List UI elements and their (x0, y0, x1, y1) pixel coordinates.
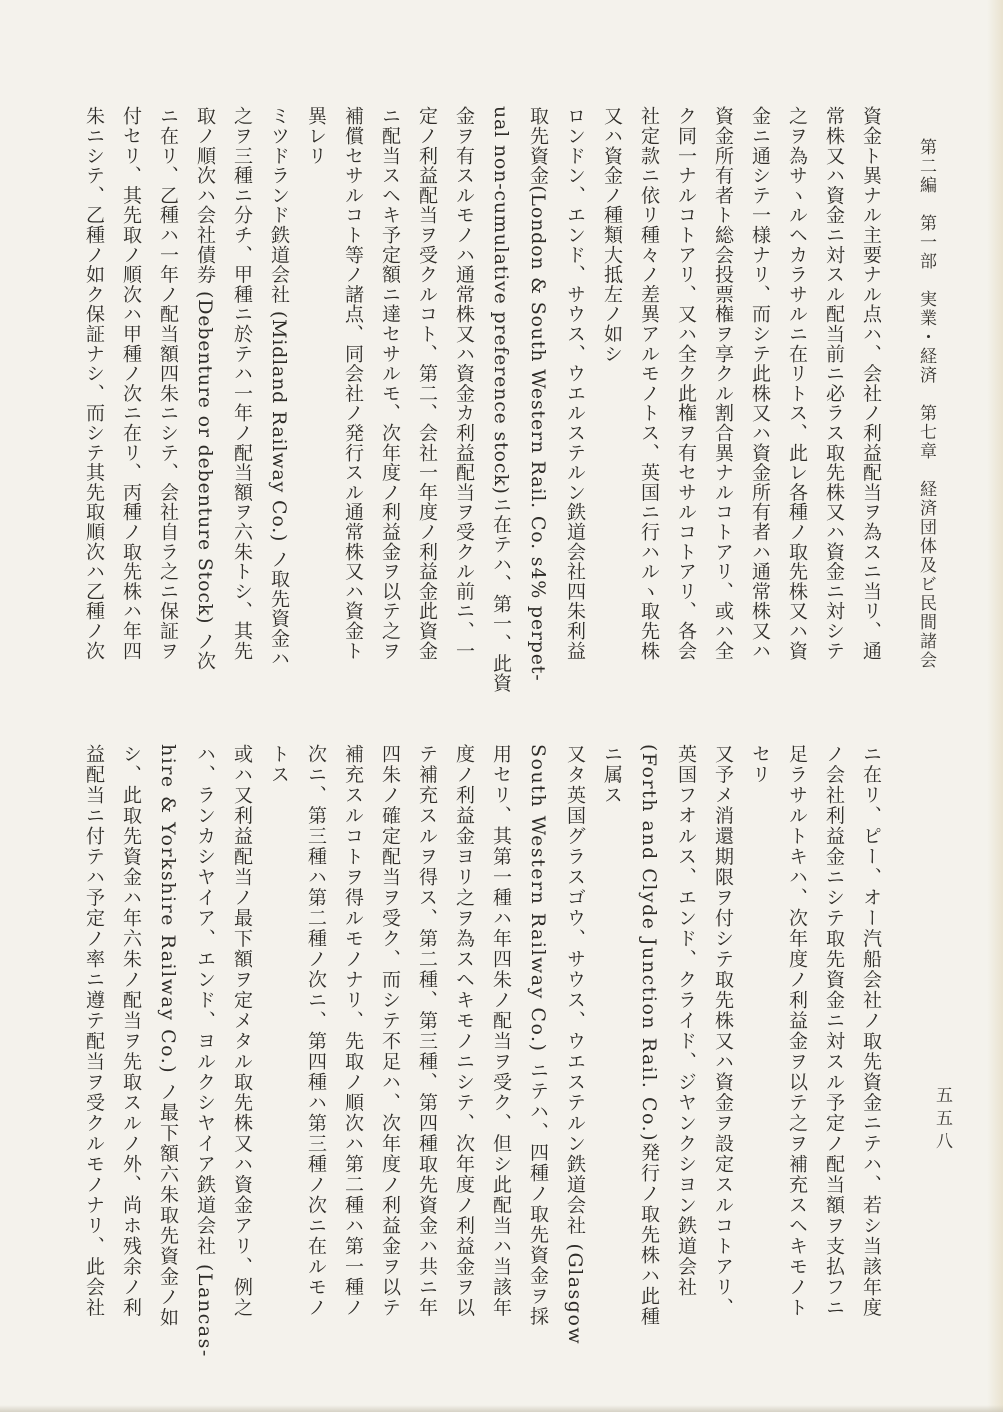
text-column: トス (268, 744, 290, 785)
text-column: 資金ト異ナル主要ナル点ハ、会社ノ利益配当ヲ為スニ当リ、通 (860, 106, 882, 661)
text-column: ハ、ランカシヤイア、エンド、ヨルクシヤイア鉄道会社 (Lancas- (194, 744, 216, 1358)
text-column: 取先資金(London & South Western Rail. Co. s4% perpet- (527, 106, 549, 682)
text-column: 度ノ利益金ヨリ之ヲ為スヘキモノニシテ、次年度ノ利益金ヲ以 (453, 744, 475, 1318)
text-column: 足ラサルトキハ、次年度ノ利益金ヲ以テ之ヲ補充スヘキモノト (786, 744, 808, 1318)
text-column: 金ニ通シテ一様ナリ、而シテ此株又ハ資金所有者ハ通常株又ハ (749, 106, 771, 661)
text-column: 付セリ、其先取ノ順次ハ甲種ノ次ニ在リ、丙種ノ取先株ハ年四 (120, 106, 142, 661)
text-column: ロンドン、エンド、サウス、ウエルステルン鉄道会社四朱利益 (564, 106, 586, 661)
text-column: ニ在リ、ピー、オー汽船会社ノ取先資金ニテハ、若シ当該年度 (860, 744, 882, 1318)
text-column: 之ヲ為サヽルヘカラサルニ在リトス、此レ各種ノ取先株又ハ資 (786, 106, 808, 661)
text-column: 社定款ニ依リ種々ノ差異アルモノトス、英国ニ行ハルヽ取先株 (638, 106, 660, 661)
text-column: ニ属ス (601, 744, 623, 806)
running-head: 第二編 第一部 実業・経済 第七章 経済団体及ビ民間諸会 (916, 138, 936, 670)
text-column: 補充スルコトヲ得ルモノナリ、先取ノ順次ハ第二種ハ第一種ノ (342, 744, 364, 1318)
text-column: 朱ニシテ、乙種ノ如ク保証ナシ、而シテ其先取順次ハ乙種ノ次 (83, 106, 105, 661)
text-column: ク同一ナルコトアリ、又ハ全ク此権ヲ有セサルコトアリ、各会 (675, 106, 697, 661)
text-column: 益配当ニ付テハ予定ノ率ニ遵テ配当ヲ受クルモノナリ、此会社 (83, 744, 105, 1318)
text-column: 定ノ利益配当ヲ受クルコト、第二、会社一年度ノ利益金此資金 (416, 106, 438, 661)
text-column: 又ハ資金ノ種類大抵左ノ如シ (601, 106, 623, 364)
text-column: 金ヲ有スルモノハ通常株又ハ資金カ利益配当ヲ受クル前ニ、一 (453, 106, 475, 661)
scan-edge-bottom (0, 1405, 1003, 1412)
text-column: ミツドランド鉄道会社 (Midland Railway Co.) ノ取先資金ハ (268, 106, 290, 668)
text-column: 四朱ノ確定配当ヲ受ク、而シテ不足ハ、次年度ノ利益金ヲ以テ (379, 744, 401, 1318)
text-column: South Western Railway Co.) ニテハ、四種ノ取先資金ヲ採 (527, 744, 549, 1327)
text-column: 又タ英国グラスゴウ、サウス、ウエステルン鉄道会社 (Glasgow (564, 744, 586, 1346)
text-column: テ補充スルヲ得ス、第二種、第三種、第四種取先資金ハ共ニ年 (416, 744, 438, 1318)
text-column: hire & Yorkshire Railway Co.) ノ最下額六朱取先資金ノ如 (157, 744, 179, 1328)
text-column: ニ配当スヘキ予定額ニ達セサルモ、次年度ノ利益金ヲ以テ之ヲ (379, 106, 401, 661)
text-column: 補償セサルコト等ノ諸点、同会社ノ発行スル通常株又ハ資金ト (342, 106, 364, 661)
text-column: 又予メ消還期限ヲ付シテ取先株又ハ資金ヲ設定スルコトアリ、 (712, 744, 734, 1318)
bottom-text-block (75, 744, 889, 1358)
text-column: 或ハ又利益配当ノ最下額ヲ定メタル取先株又ハ資金アリ、例之 (231, 744, 253, 1318)
text-column: ual non-cumulative preference stock)ニ在テハ、第一、此資 (490, 106, 512, 693)
text-column: 英国フオルス、エンド、クライド、ジヤンクシヨン鉄道会社 (675, 744, 697, 1298)
text-column: ニ在リ、乙種ハ一年ノ配当額四朱ニシテ、会社自ラ之ニ保証ヲ (157, 106, 179, 661)
text-column: セリ (749, 744, 771, 785)
page-number: 五五八 (932, 1086, 952, 1155)
text-column: 異レリ (305, 106, 327, 166)
text-column: 資金所有者ト総会投票権ヲ享クル割合異ナルコトアリ、或ハ全 (712, 106, 734, 661)
text-column: (Forth and Clyde Junction Rail. Co.)発行ノ取先株ハ此種 (638, 744, 660, 1327)
top-text-block (75, 106, 889, 693)
text-column: 用セリ、其第一種ハ年四朱ノ配当ヲ受ク、但シ此配当ハ当該年 (490, 744, 512, 1318)
scan-edge-right (987, 0, 1003, 1412)
text-column: 取ノ順次ハ会社債券 (Debenture or debenture Stock) ノ次 (194, 106, 216, 671)
text-column: ノ会社利益金ニシテ取先資金ニ対スル予定ノ配当額ヲ支払フニ (823, 744, 845, 1318)
text-column: シ、此取先資金ハ年六朱ノ配当ヲ先取スルノ外、尚ホ残余ノ利 (120, 744, 142, 1318)
text-column: 常株又ハ資金ニ対スル配当前ニ必ラス取先株又ハ資金ニ対シテ (823, 106, 845, 661)
text-column: 次ニ、第三種ハ第二種ノ次ニ、第四種ハ第三種ノ次ニ在ルモノ (305, 744, 327, 1318)
text-column: 之ヲ三種ニ分チ、甲種ニ於テハ一年ノ配当額ヲ六朱トシ、其先 (231, 106, 253, 661)
